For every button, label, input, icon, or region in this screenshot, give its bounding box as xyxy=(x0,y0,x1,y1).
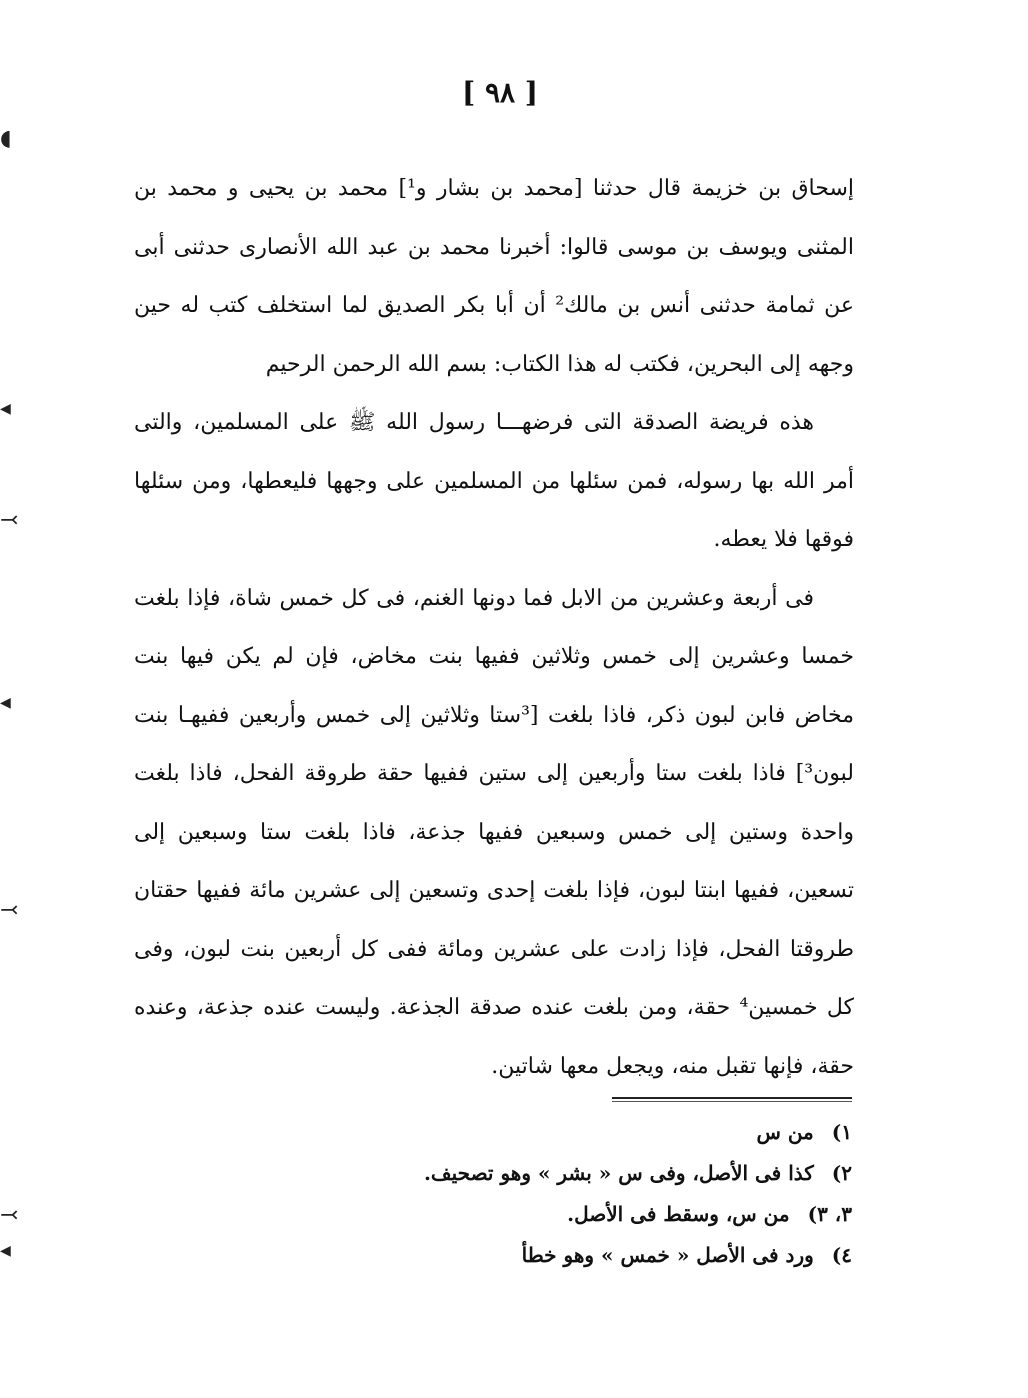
footnote-text: من س xyxy=(756,1120,814,1144)
margin-mark-icon: ⤙ xyxy=(0,898,19,923)
footnote-4 xyxy=(292,1235,852,1276)
footnote-1 xyxy=(292,1112,852,1153)
footnote-divider xyxy=(612,1097,852,1099)
footnotes xyxy=(292,1112,852,1276)
paragraph-camels: فى أربعة وعشرين من الابل فما دونها الغنم، فى كل خمس شاة، فإذا بلغت خمسا وعشرين إلى خمس وثلاثين ففيها بنت مخاض، فإن لم يكن فيها بنت مخاض فابن لبون ذكر، فاذا بلغت [³ستا وثلاثين إلى خمس وأربعين ففيهـا بنت لبون³] فاذا بلغت ستا وأربعين إلى ستين ففيها حقة طروقة الفحل، فاذا بلغت واحدة وستين إلى خمس وسبعين ففيها جذعة، فاذا بلغت ستا وسبعين إلى تسعين، ففيها ابنتا لبون، فإذا بلغت إحدى وتسعين إلى عشرين مائة ففيها حقتان طروقتا الفحل، فإذا زادت على عشرين ومائة ففى كل أربعين بنت لبون، وفى كل خمسين⁴ حقة، ومن بلغت عنده صدقة الجذعة. وليست عنده جذعة، وعنده حقة، فإنها تقبل منه، ويجعل معها شاتين. xyxy=(134,585,854,1079)
margin-mark-icon: ◀ xyxy=(0,1243,11,1259)
margin-mark-icon: ⤙ xyxy=(0,508,19,533)
footnote-text: كذا فى الأصل، وفى س « بشر » وهو تصحيف. xyxy=(423,1161,814,1185)
footnote-divider-thin xyxy=(612,1101,852,1102)
margin-mark-icon: ◖ xyxy=(0,126,12,151)
margin-mark-icon: ◀ xyxy=(0,401,11,417)
footnote-number: ١) xyxy=(831,1120,852,1144)
footnote-number: ٤) xyxy=(831,1243,852,1267)
paragraph-obligation: هذه فريضة الصدقة التى فرضهـــا رسول الله ﷺ على المسلمين، والتى أمر الله بها رسوله، فمن سئلها من المسلمين على وجهها فليعطها، ومن سئلها فوقها فلا يعطه. xyxy=(134,410,854,552)
footnote-text: من س، وسقط فى الأصل. xyxy=(567,1202,790,1226)
main-text xyxy=(134,160,854,1096)
footnote-number: ٢) xyxy=(831,1161,852,1185)
footnote-number: ٣، ٣) xyxy=(807,1202,852,1226)
footnote-2 xyxy=(292,1153,852,1194)
paragraph-isnad: إسحاق بن خزيمة قال حدثنا [محمد بن بشار و¹] محمد بن يحيى و محمد بن المثنى ويوسف بن موسى قالوا: أخبرنا محمد بن عبد الله الأنصارى حدثنى أبى عن ثمامة حدثنى أنس بن مالك² أن أبا بكر الصديق لما استخلف كتب له حين وجهه إلى البحرين، فكتب له هذا الكتاب: بسم الله الرحمن الرحيم xyxy=(134,176,854,377)
footnote-text: ورد فى الأصل « خمس » وهو خطأ xyxy=(521,1243,814,1267)
page-number: [ ٩٨ ] xyxy=(461,76,539,109)
footnote-3 xyxy=(292,1194,852,1235)
margin-mark-icon: ⤙ xyxy=(0,1203,19,1228)
margin-mark-icon: ◀ xyxy=(0,695,11,711)
